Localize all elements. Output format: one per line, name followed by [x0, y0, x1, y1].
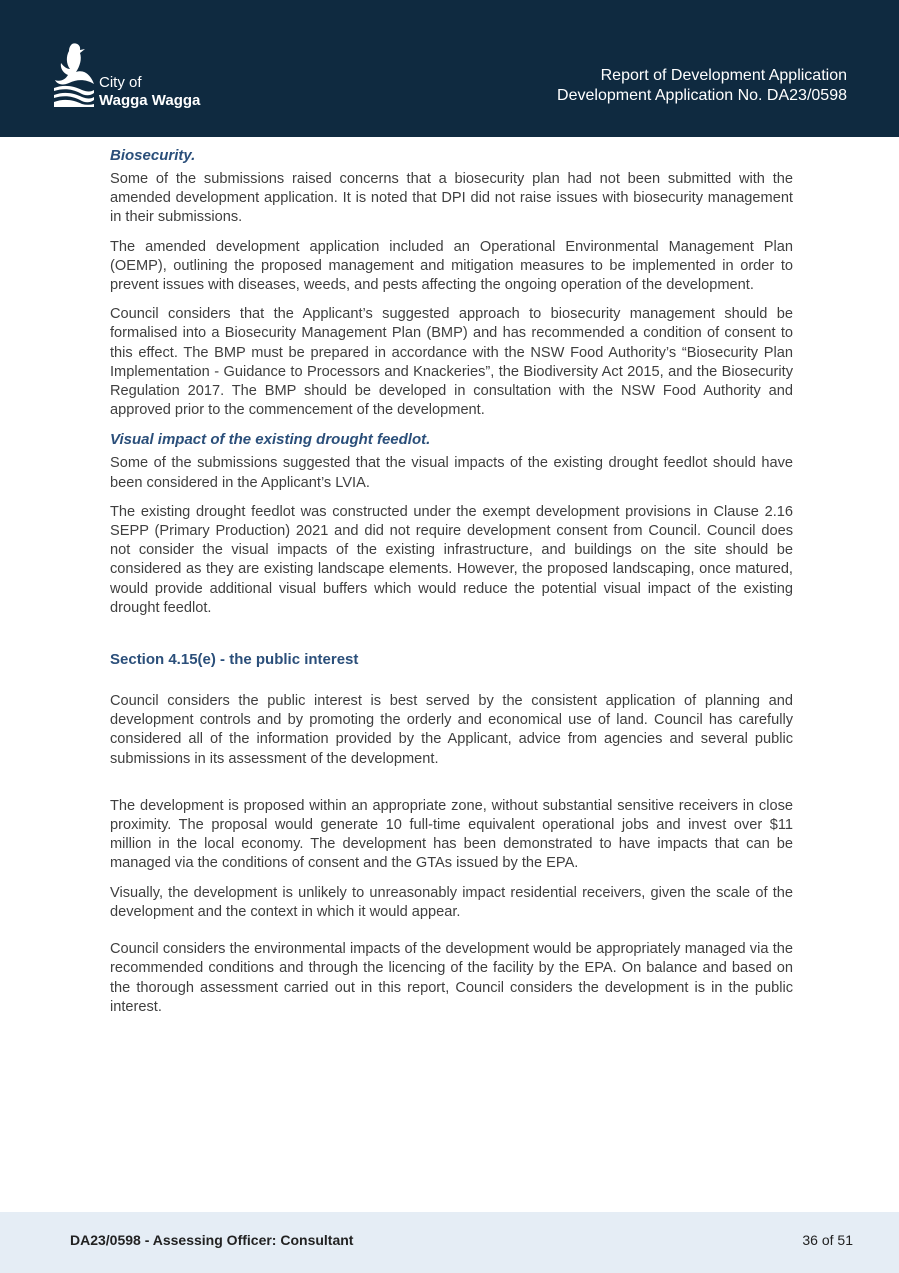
- report-title-line1: Report of Development Application: [600, 67, 847, 84]
- public-interest-paragraph-2: The development is proposed within an appropriate zone, without substantial sensitive receivers in close proximity. The proposal would generate 10 full-time equivalent operational jobs and invest over $11 million in the local economy. The development has been demonstrated to have impacts that can be managed via the conditions of consent and the GTAs issued by the EPA.: [110, 797, 793, 872]
- page-number: 36 of 51: [802, 1232, 853, 1248]
- footer-document-info: DA23/0598 - Assessing Officer: Consultant: [70, 1232, 354, 1248]
- page-header: [0, 0, 899, 137]
- biosecurity-heading: Biosecurity.: [110, 147, 196, 164]
- report-title-line2: Development Application No. DA23/0598: [557, 87, 847, 104]
- page-content: [110, 146, 793, 1017]
- visual-impact-paragraph-1: Some of the submissions suggested that the visual impacts of the existing drought feedlot should have been considered in the Applicant’s LVIA.: [110, 455, 793, 491]
- page-footer: [0, 1212, 899, 1273]
- crane-bird-logo-icon: [52, 42, 96, 108]
- logo-text-line1: City of: [99, 74, 142, 91]
- logo-text-line2: Wagga Wagga: [99, 92, 201, 109]
- public-interest-heading: Section 4.15(e) - the public interest: [110, 651, 359, 669]
- report-title: [557, 66, 847, 106]
- city-logo: [52, 42, 212, 112]
- visual-impact-paragraph-2: The existing drought feedlot was constructed under the exempt development provisions in Clause 2.16 SEPP (Primary Production) 2021 and did not require development consent from Council. Council does not consider the visual impacts of the existing infrastructure, and buildings on the site should be considered as they are existing landscape elements. However, the proposed landscaping, once matured, would provide additional visual buffers which would reduce the potential visual impact of the existing drought feedlot.: [110, 503, 793, 616]
- biosecurity-paragraph-2: The amended development application included an Operational Environmental Management Plan (OEMP), outlining the proposed management and mitigation measures to be implemented in order to prevent issues with diseases, weeds, and pests affecting the ongoing operation of the development.: [110, 238, 793, 294]
- public-interest-paragraph-3: Visually, the development is unlikely to unreasonably impact residential receivers, given the scale of the development and the context in which it would appear.: [110, 884, 793, 920]
- biosecurity-paragraph-3: Council considers that the Applicant’s suggested approach to biosecurity management should be formalised into a Biosecurity Management Plan (BMP) and has recommended a condition of consent to this effect. The BMP must be prepared in accordance with the NSW Food Authority’s “Biosecurity Plan Implementation - Guidance to Processors and Knackeries”, the Biodiversity Act 2015, and the Biosecurity Regulation 2017. The BMP should be developed in consultation with the NSW Food Authority and approved prior to the commencement of the development.: [110, 306, 793, 419]
- public-interest-paragraph-1: Council considers the public interest is best served by the consistent application of planning and development controls and by promoting the orderly and economical use of land. Council has carefully considered all of the information provided by the Applicant, advice from agencies and several public submissions in its assessment of the development.: [110, 693, 793, 767]
- visual-impact-heading: Visual impact of the existing drought feedlot.: [110, 431, 431, 449]
- biosecurity-paragraph-1: Some of the submissions raised concerns that a biosecurity plan had not been submitted with the amended development application. It is noted that DPI did not raise issues with biosecurity management in their submissions.: [110, 171, 793, 226]
- public-interest-paragraph-4: Council considers the environmental impacts of the development would be appropriately managed via the recommended conditions and through the licencing of the facility by the EPA. On balance and based on the thorough assessment carried out in this report, Council considers the development is in the public interest.: [110, 941, 793, 1015]
